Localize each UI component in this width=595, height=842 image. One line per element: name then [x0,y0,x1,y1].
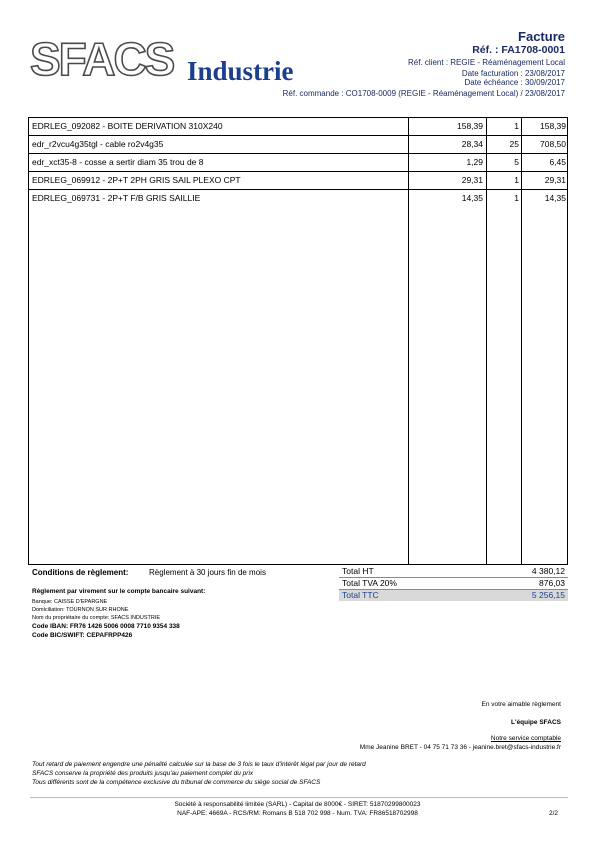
closing-contact: Mme Jeanine BRET - 04 75 71 73 36 - jeanine.bret@sfacs-industrie.fr [359,744,561,751]
due-date: Date échéance : 30/09/2017 [464,78,565,87]
table-row [29,154,567,172]
total-tva-value: 876,03 [539,578,565,588]
ownership-note: SFACS conserve la propriété des produits jusqu'au paiement complet du prix [32,770,254,777]
footer-divider [30,797,568,798]
line-total: 158,39 [540,121,566,131]
invoice-title: Facture [518,29,565,44]
bank-name: Banque: CAISSE D'EPARGNE [32,599,108,605]
invoice-ref: Réf. : FA1708-0001 [472,44,565,56]
line-description: EDRLEG_092082 - BOITE DERIVATION 310X240 [32,121,223,131]
account-owner: Nom du propriétaire du compte: SFACS INDUSTRIE [32,615,161,621]
totals-table [339,566,568,601]
closing-team: L'équipe SFACS [511,719,561,726]
total-ttc-label: Total TTC [342,590,379,600]
line-unit-price: 28,34 [461,139,483,149]
line-unit-price: 14,35 [461,193,483,203]
total-ttc-value: 5 256,15 [531,590,565,600]
table-row [29,172,567,190]
table-row [29,190,567,207]
invoice-lines-table [28,117,568,565]
line-description: EDRLEG_069731 - 2P+T F/B GRIS SAILLIE [32,193,201,203]
company-legal-line-1: Société à responsabilité limitée (SARL) - Capital de 8000€ - SIRET: 51870299800023 [174,801,421,808]
line-quantity: 1 [514,175,519,185]
table-row [29,136,567,154]
line-quantity: 25 [509,139,519,149]
line-quantity: 5 [514,157,519,167]
jurisdiction-note: Tous différents sont de la compétence exclusive du tribunal de commerce du siège social de SFACS [32,779,321,786]
total-ht-label: Total HT [342,566,374,576]
line-description: edr_xct35-8 - cosse a sertir diam 35 trou de 8 [32,157,204,167]
logo-sfacs-text: SFACS [30,33,174,85]
line-description: edr_r2vcu4g35tgl - cable ro2v4g35 [32,139,164,149]
bic-code: Code BIC/SWIFT: CEPAFRPP426 [32,632,133,639]
payment-terms-value: Règlement à 30 jours fin de mois [149,568,266,577]
line-total: 14,35 [544,193,566,203]
company-legal-line-2: NAF-APE: 4669A - RCS/RM: Romans B 518 702 998 - Num. TVA: FR86518702998 [177,810,418,817]
invoice-date: Date facturation : 23/08/2017 [461,69,565,78]
page-number: 2/2 [548,810,558,817]
iban-code: Code IBAN: FR76 1426 5006 0008 7710 9354 338 [32,623,180,630]
line-total: 708,50 [540,139,566,149]
line-quantity: 1 [514,193,519,203]
line-quantity: 1 [514,121,519,131]
total-ht-row [339,566,568,578]
closing-service: Notre service comptable [490,735,561,742]
client-ref: Réf. client : REGIE - Réaménagement Local [408,58,565,67]
closing-greeting: En votre aimable règlement [481,701,561,708]
line-total: 29,31 [544,175,566,185]
line-total: 6,45 [549,157,566,167]
order-ref: Réf. commande : CO1708-0009 (REGIE - Réaménagement Local) / 23/08/2017 [282,89,565,98]
line-unit-price: 1,29 [466,157,483,167]
bank-transfer-title: Règlement par virement sur le compte bancaire suivant: [32,588,206,595]
bank-domiciliation: Domiciliation: TOURNON SUR RHONE [32,607,129,613]
total-ht-value: 4 380,12 [531,566,565,576]
logo-industrie-text: Industrie [187,56,294,86]
line-unit-price: 29,31 [461,175,483,185]
line-description: EDRLEG_069912 - 2P+T 2PH GRIS SAIL PLEXO CPT [32,175,241,185]
company-logo [30,33,315,86]
line-unit-price: 158,39 [457,121,483,131]
total-tva-label: Total TVA 20% [342,578,397,588]
payment-terms-label: Conditions de règlement: [32,568,129,577]
total-ttc-row [339,590,568,601]
table-row [29,118,567,136]
total-tva-row [339,578,568,590]
late-payment-note: Tout retard de paiement engendre une pénalité calculée sur la base de 3 fois le taux d'intérêt légal par jour de retard [32,761,366,768]
